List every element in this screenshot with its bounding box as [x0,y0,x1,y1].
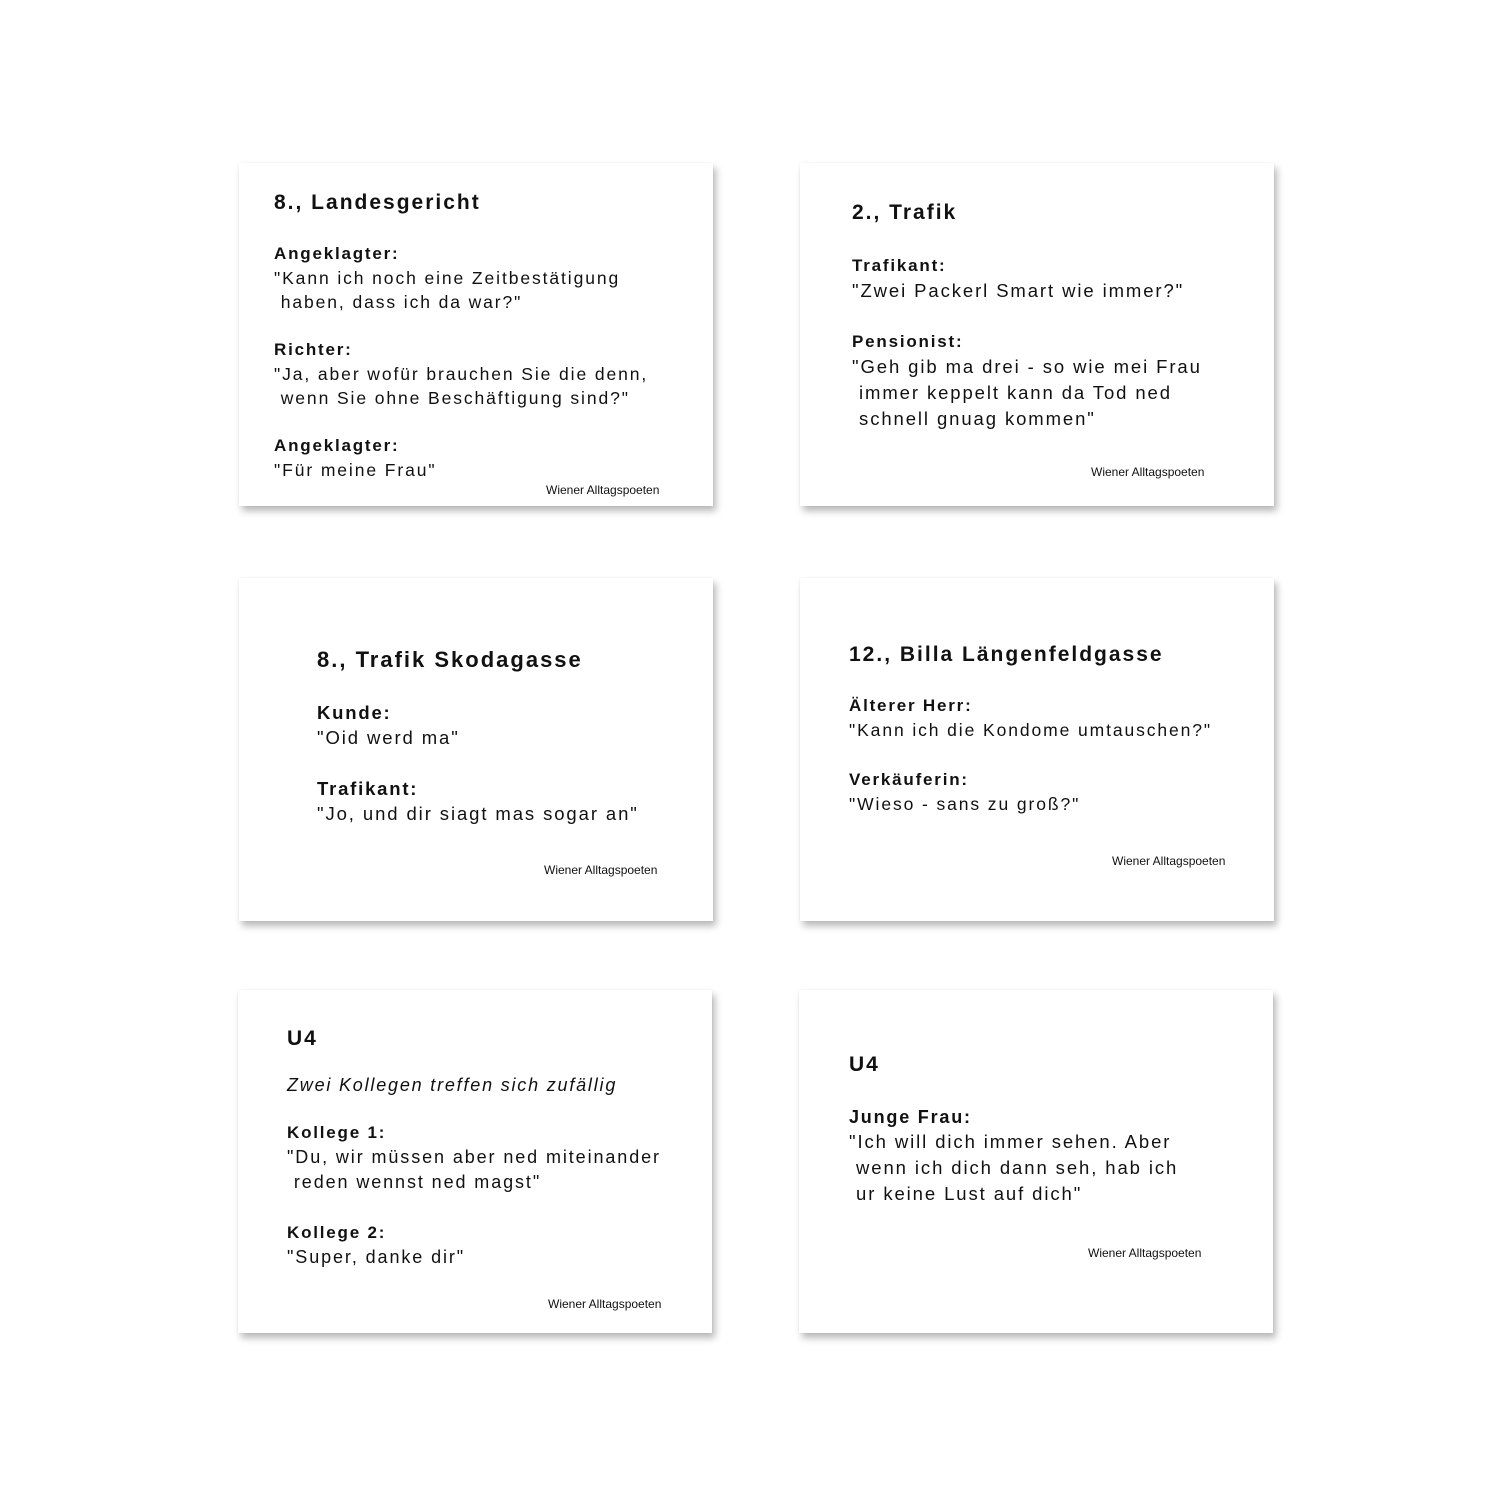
credit-text: Wiener Alltagspoeten [548,1297,662,1311]
card-content [852,200,1202,432]
speaker-label: Richter: [274,340,353,360]
quote-text: "Kann ich noch eine Zeitbestätigung haben, dass ich da war?" [274,268,621,313]
speaker-label: Älterer Herr: [849,696,973,716]
quote-card [799,990,1273,1333]
speaker-label: Kollege 2: [287,1223,387,1243]
speaker-label: Angeklagter: [274,436,400,456]
card-subtitle: Zwei Kollegen treffen sich zufällig [287,1075,618,1096]
credit-text: Wiener Alltagspoeten [546,483,660,497]
card-content [287,1026,661,1270]
credit-text: Wiener Alltagspoeten [1091,465,1205,479]
card-content [274,190,648,482]
quote-card [239,578,713,921]
quote-text: "Du, wir müssen aber ned miteinander reden wennst ned magst" [287,1147,661,1193]
card-content [849,642,1212,816]
quote-text: "Ich will dich immer sehen. Aber wenn ich dich dann seh, hab ich ur keine Lust auf dich" [849,1131,1179,1205]
credit-text: Wiener Alltagspoeten [544,863,658,877]
card-title: 12., Billa Längenfeldgasse [849,643,1164,666]
quote-text: "Zwei Packerl Smart wie immer?" [852,280,1185,302]
card-title: 2., Trafik [852,201,958,224]
speaker-label: Trafikant: [852,256,947,276]
card-title: U4 [287,1027,318,1050]
speaker-label: Pensionist: [852,332,964,352]
credit-text: Wiener Alltagspoeten [1112,854,1226,868]
speaker-label: Verkäuferin: [849,770,969,790]
card-content [849,1052,1178,1207]
quote-text: "Kann ich die Kondome umtauschen?" [849,720,1213,741]
quote-text: "Wieso - sans zu groß?" [849,794,1081,815]
card-title: U4 [849,1053,880,1076]
quote-text: "Super, danke dir" [287,1247,466,1268]
credit-text: Wiener Alltagspoeten [1088,1246,1202,1260]
quote-text: "Geh gib ma drei - so wie mei Frau immer keppelt kann da Tod ned schnell gnuag kommen" [852,356,1202,430]
speaker-label: Junge Frau: [849,1107,972,1128]
speaker-label: Trafikant: [317,778,419,800]
quote-text: "Ja, aber wofür brauchen Sie die denn, wenn Sie ohne Beschäftigung sind?" [274,364,649,409]
quote-card [238,990,712,1333]
quote-text: "Jo, und dir siagt mas sogar an" [317,803,639,825]
quote-card [239,163,713,506]
speaker-label: Angeklagter: [274,244,400,264]
speaker-label: Kollege 1: [287,1123,387,1143]
card-title: 8., Trafik Skodagasse [317,647,583,672]
quote-card [800,578,1274,921]
quote-text: "Oid werd ma" [317,727,460,749]
card-content [317,647,639,827]
speaker-label: Kunde: [317,702,392,724]
quote-text: "Für meine Frau" [274,460,437,481]
quote-card [800,163,1274,506]
card-title: 8., Landesgericht [274,191,481,214]
